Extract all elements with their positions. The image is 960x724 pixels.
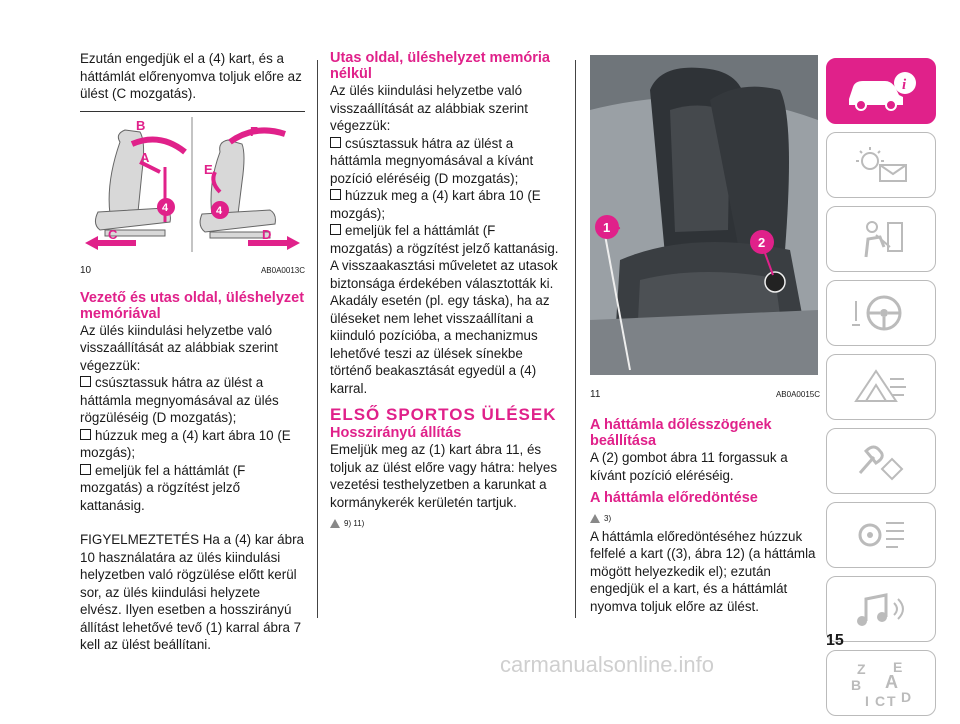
section-heading: A háttámla dőlésszögének beállítása [590, 417, 772, 449]
checkbox-bullet-icon [80, 376, 91, 387]
figure-number: 11 [590, 388, 601, 400]
sub-heading: Hosszirányú állítás [330, 425, 462, 441]
fig-letter: E [204, 161, 213, 177]
warning-references: 3) [590, 510, 820, 528]
emergency-icon[interactable] [826, 354, 936, 420]
seat-adjustment-diagram [80, 112, 305, 257]
figure-11 [590, 50, 820, 403]
warning-triangle-icon [330, 519, 340, 528]
list-item: húzzuk meg a (4) kart ábra 10 (E mozgás); [80, 427, 291, 460]
list-item: emeljük fel a háttámlát (F mozgatás) a rögzítést jelző kattanásig. A visszaakasztási műveletet az utasok biztonsága érdekében választották ki. Akadály esetén (pl. egy táska), ha az üléseket nem lehet visszaállítani a kiinduló pozícióba, a mechanizmus lehetővé teszi az ülések sínekbe történő beakasztását egyedül a (4) karral. [330, 223, 559, 396]
checkbox-bullet-icon [80, 429, 91, 440]
fig-letter: B [136, 117, 146, 133]
fig-letter: C [108, 226, 118, 242]
figure-number: 10 [80, 265, 92, 276]
list-item: csúsztassuk hátra az ülést a háttámla megnyomásával az ülés rögzüléséig (D mozgatás); [80, 375, 279, 425]
column-2 [330, 50, 560, 533]
section-heading: Vezető és utas oldal, üléshelyzet memóriával [80, 289, 305, 322]
fig-letter: 4 [216, 204, 223, 217]
sport-seat-photo [590, 50, 818, 380]
section-heading: Utas oldal, üléshelyzet memória nélkül [330, 50, 550, 82]
column-separator [575, 60, 576, 618]
warning-references: 9) 11) [330, 515, 560, 533]
technical-data-icon[interactable] [826, 502, 936, 568]
index-letter: A [885, 672, 898, 692]
index-letter: I [865, 693, 869, 709]
index-icon[interactable] [826, 650, 936, 716]
index-letter: B [851, 677, 862, 693]
index-letter: T [887, 693, 896, 709]
fig-letter: D [262, 226, 272, 242]
page-number: 15 [826, 632, 844, 649]
fig-label: 1 [603, 220, 611, 235]
index-letter: E [893, 659, 903, 675]
watermark: carmanualsonline.info [500, 652, 715, 677]
checkbox-bullet-icon [80, 464, 91, 475]
chapter-title: ELSŐ SPORTOS ÜLÉSEK [330, 405, 557, 424]
starting-driving-icon[interactable] [826, 280, 936, 346]
paragraph: A háttámla előredöntéséhez húzzuk felfelé a kart ((3), ábra 12) (a háttámla mögött helyezkedik el); ezután engedjük el a kart, és a háttámlát nyomva toljuk előre az ülést. [590, 528, 816, 614]
checkbox-bullet-icon [330, 189, 341, 200]
section-heading: A háttámla előredöntése [590, 490, 758, 506]
intro-text: Ezután engedjük el a (4) kart, és a háttámlát előrenyomva toljuk előre az ülést (C mozgatás). [80, 51, 302, 101]
chapter-sidebar [826, 58, 944, 724]
figure-code: AB0A0013C [260, 266, 305, 275]
figure-caption [80, 262, 305, 280]
index-letter: D [901, 689, 912, 705]
paragraph: Emeljük meg az (1) kart ábra 11, és toljuk az ülést előre vagy hátra: helyes vezetési testhelyzetben a karunkat a kormánykerék kerületén tartjuk. [330, 442, 558, 510]
checkbox-bullet-icon [330, 137, 341, 148]
maintenance-icon[interactable] [826, 428, 936, 494]
car-info-icon[interactable] [826, 58, 936, 124]
list-item: csúsztassuk hátra az ülést a háttámla megnyomásával a kívánt pozíció eléréséig (D mozgatás); [330, 135, 534, 186]
checkbox-bullet-icon [330, 224, 341, 235]
figure-caption [590, 386, 820, 404]
fig-letter: 4 [162, 201, 169, 214]
paragraph: A (2) gombot ábra 11 forgassuk a kívánt pozíció eléréséig. [590, 450, 788, 483]
fig-label: 2 [758, 235, 766, 250]
list-item: húzzuk meg a (4) kart ábra 10 (E mozgás); [330, 188, 541, 221]
figure-10 [80, 112, 305, 280]
svg-text:i: i [902, 77, 907, 93]
fig-letter: A [140, 149, 150, 165]
column-separator [317, 60, 318, 618]
column-1 [80, 50, 305, 654]
paragraph: Az ülés kiindulási helyzetbe való visszaállítását az alábbiak szerint végezzük: [80, 322, 278, 373]
warning-text: FIGYELMEZTETÉS Ha a (4) kar ábra 10 használatára az ülés kiindulási helyzetben való rögzülése előtt kerül sor, az ülés kiindulási helyzete elvész. Ilyen esetben a hosszirányú állítást lehetővé tevő (1) karral ábra 7 kell az ülést beállítani. [80, 532, 304, 652]
fig-letter: F [250, 123, 258, 139]
index-letter: C [875, 693, 886, 709]
figure-code: AB0A0015C [775, 389, 820, 399]
column-3 [590, 50, 820, 615]
paragraph: Az ülés kiindulási helyzetbe való visszaállítását az alábbiak szerint végezzük: [330, 83, 528, 133]
index-letter: Z [857, 661, 866, 677]
safety-airbag-icon[interactable] [826, 206, 936, 272]
warning-lights-icon[interactable] [826, 132, 936, 198]
warning-triangle-icon [590, 514, 600, 523]
list-item: emeljük fel a háttámlát (F mozgatás) a rögzítést jelző kattanásig. [80, 462, 246, 513]
